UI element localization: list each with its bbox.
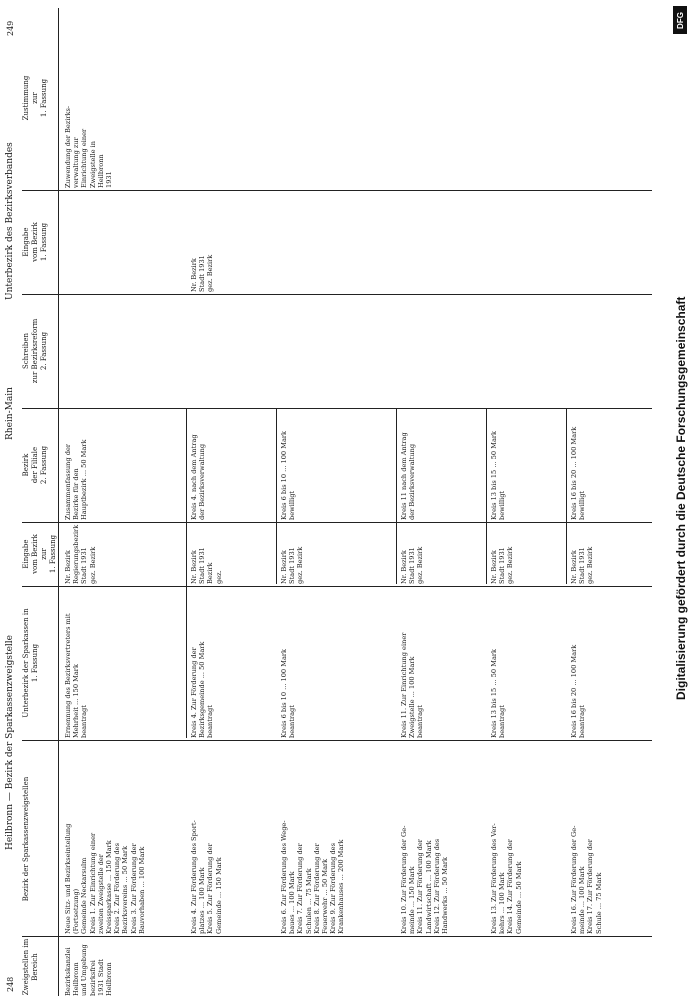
table-cell: Nr. Bezirk Stadt 1931 gez. Bezirk (570, 546, 595, 584)
table-cell: Nr. Bezirk Stadt 1931 gez. Bezirk (400, 546, 425, 584)
column-header-bezirk: Bezirk der Sparkassenzweigstellen (22, 776, 30, 902)
table-cell: Kreis 16. Zur Förderung der Ge- meinde ... 100 Mark Kreis 17. Zur Förderung der Schule ... 75 Mark (570, 825, 603, 934)
table-cell: Kreis 6 bis 10 ... 100 Mark bewilligt (280, 430, 297, 520)
column-rule (22, 522, 652, 523)
table-cell: Zuwendung der Bezirks- verwaltung zur Einrichtung einer Zweigstelle in Heilbronn 1931 (64, 105, 114, 188)
table-cell: Kreis 11 nach dem Antrag der Bezirksverwaltung (400, 432, 417, 520)
table-cell: Kreis 10. Zur Förderung der Ge- meinde ... 150 Mark Kreis 11. Zur Förderung der Landwirtschaft ... 100 Mark Kreis 12. Zur Förderung des Handwerks ... 50 Mark (400, 825, 450, 934)
page-header-left: Heilbronn — Bezirk der Sparkassenzweigstelle (5, 635, 15, 850)
row-rule (566, 408, 567, 584)
table-cell: Ernennung des Bezirksvertreters mit Mehrheit ... 150 Mark beantragt (64, 613, 89, 738)
row-rule (486, 408, 487, 584)
page-number-right: 249 (6, 20, 15, 36)
column-rule (22, 190, 652, 191)
table-cell: Kreis 4. Zur Förderung der Bezirksgemeinde ... 50 Mark beantragt (190, 641, 215, 738)
table-cell: Kreis 13. Zur Förderung des Ver- kehrs ... 100 Mark Kreis 14. Zur Förderung der Gemeinde ... 50 Mark (490, 823, 523, 934)
column-header-filiale: Bezirk der Filiale 2. Fassung (22, 445, 48, 485)
column-header-schreiben: Schreiben zur Bezirksreform 2. Fassung (22, 318, 48, 384)
table-cell: Nr. Bezirk Stadt 1931 gez. Bezirk (490, 546, 515, 584)
column-header-zustimmung: Zustimmung zur 1. Fassung (22, 75, 48, 121)
column-rule (22, 408, 652, 409)
row-rule (186, 408, 187, 738)
table-cell: Kreis 6. Zur Förderung des Wege- baues ... 100 Mark Kreis 7. Zur Förderung der Schulen ... 75 Mark Kreis 8. Zur Förderung der Feuerwehr ... 50 Mark Kreis 9. Zur Förderung des Krankenhauses ... 200 Mark (280, 820, 346, 934)
page-header-mid: Rhein-Main (5, 387, 15, 440)
column-header-bereich: Zweigstellen im Bereich (22, 938, 39, 996)
table-cell: Kreis 13 bis 15 ... 50 Mark beantragt (490, 648, 507, 738)
row-rule (396, 408, 397, 584)
table-cell: Kreis 4. nach dem Antrag der Bezirksverwaltung (190, 434, 207, 520)
page-number-left: 248 (6, 976, 15, 992)
table-cell: Kreis 13 bis 15 ... 50 Mark bewilligt (490, 430, 507, 520)
table-cell: Kreis 16 bis 20 ... 100 Mark bewilligt (570, 426, 587, 520)
column-rule (22, 936, 652, 937)
header-rule (58, 8, 59, 996)
column-header-unterbezirk: Unterbezirk der Sparkassen in 1. Fassung (22, 608, 39, 718)
column-header-eingabe-2: Eingabe vom Bezirk 1. Fassung (22, 222, 48, 262)
table-cell: Neue Sitz- und Bezirkseinteilung (Fortsetzung) Gemeinde Neckarsulm Kreis 1. Zur Einrichtung einer zweiten Zweigstelle der Kreissparkasse ... 150 Mark Kreis 2. Zur Förderung des Bezirksvereins ... 50 Mark Kreis 3. Zur Förderung der Bauvorhaben ... 100 Mark (64, 823, 146, 934)
table-cell: Kreis 11. Zur Einrichtung einer Zweigstelle ... 100 Mark beantragt (400, 632, 425, 738)
table-cell: Nr. Bezirk Stadt 1931 gez. Bezirk (190, 254, 215, 292)
dfg-funding-banner (669, 0, 691, 1000)
table-cell: Kreis 4. Zur Förderung des Sport- platzes ... 100 Mark Kreis 5. Zur Förderung der Gemeinde ... 150 Mark (190, 820, 223, 934)
dfg-funding-text: Digitalisierung gefördert durch die Deutsche Forschungsgemeinschaft (674, 296, 688, 700)
table-cell: Zusammenfassung der Bezirke für den Hauptbezirk ... 50 Mark (64, 439, 89, 520)
table-cell: Nr. Bezirk Regierungsbezirk Stadt 1931 gez. Bezirk (64, 524, 97, 584)
table-cell: Kreis 6 bis 10 ... 100 Mark beantragt (280, 648, 297, 738)
page-header-right: Unterbezirk des Bezirksverbandes (5, 142, 15, 300)
column-rule (22, 740, 652, 741)
column-rule (22, 586, 652, 587)
table-cell: Nr. Bezirk Stadt 1931 Bezirk gez. (190, 547, 223, 584)
table-cell: Nr. Bezirk Stadt 1931 gez. Bezirk (280, 546, 305, 584)
column-rule (22, 294, 652, 295)
table-cell: Bezirkskanzlei Heilbronn und Umgebung bezirksfrei 1931 Stadt Heilbronn (64, 944, 114, 996)
table-cell: Kreis 16 bis 20 ... 100 Mark beantragt (570, 644, 587, 738)
dfg-logo-text: DFG (675, 11, 685, 29)
row-rule (276, 408, 277, 584)
column-header-eingabe-1: Eingabe vom Bezirk zur 1. Fassung (22, 534, 57, 574)
